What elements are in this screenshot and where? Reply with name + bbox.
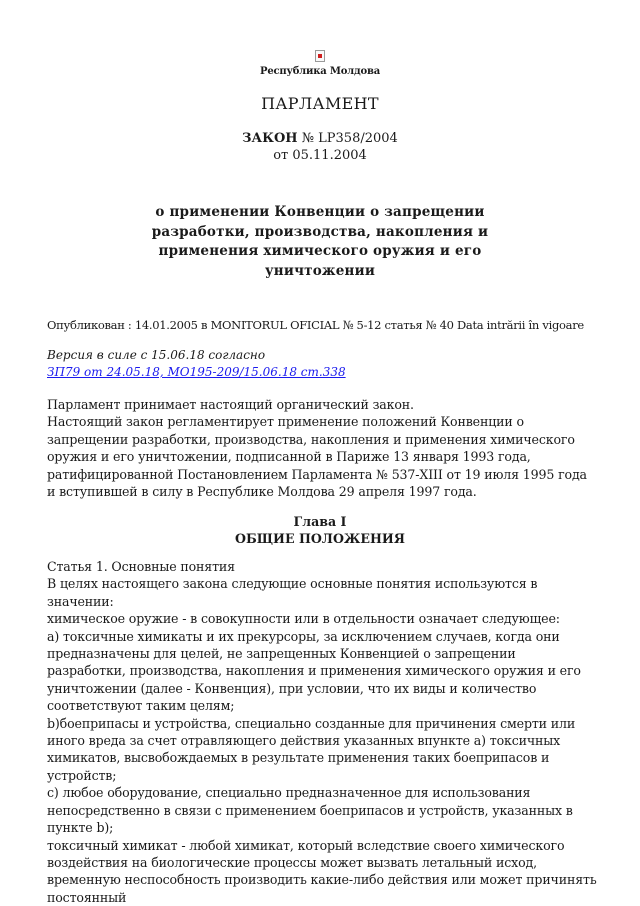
- article-paragraph: c) любое оборудование, специально предназначенное для использования непосредственно в связи с применением боеприпасов и устройств, указанных в пункте b);: [47, 784, 597, 836]
- article-paragraph: b)боеприпасы и устройства, специально созданные для причинения смерти или иного вреда за счет отравляющего действия указанных впункте a) токсичных химикатов, высвобождаемых в результате применения таких боеприпасов и устройств;: [47, 715, 597, 785]
- preamble-paragraph: Парламент принимает настоящий органический закон.: [47, 396, 597, 413]
- broken-image-icon: [315, 50, 325, 62]
- emblem-container: [0, 47, 640, 66]
- chapter-number: Глава I: [0, 513, 640, 530]
- law-number: [0, 131, 640, 146]
- chapter-heading: [0, 513, 640, 548]
- law-label: ЗАКОН: [242, 131, 297, 146]
- law-number-value: № LP358/2004: [302, 131, 398, 146]
- article-paragraph: В целях настоящего закона следующие основные понятия используются в значении:: [47, 575, 597, 610]
- law-title-line: разработки, производства, накопления и: [140, 223, 500, 243]
- law-date: от 05.11.2004: [0, 148, 640, 163]
- amendment-link[interactable]: ЗП79 от 24.05.18, MO195-209/15.06.18 ст.338: [47, 365, 346, 379]
- chapter-title: ОБЩИЕ ПОЛОЖЕНИЯ: [0, 530, 640, 547]
- parliament-heading: ПАРЛАМЕНТ: [0, 94, 640, 113]
- article-paragraph: химическое оружие - в совокупности или в отдельности означает следующее:: [47, 610, 597, 627]
- preamble: [47, 396, 597, 500]
- version-info: [47, 347, 346, 381]
- article-paragraph: a) токсичные химикаты и их прекурсоры, за исключением случаев, когда они предназначены для целей, не запрещенных Конвенцией о запрещении разработки, производства, накопления и применения химического оружия и его уничтожении (далее - Конвенция), при условии, что их виды и количество соответствуют таким целям;: [47, 628, 597, 715]
- law-title-line: применения химического оружия и его: [140, 242, 500, 262]
- article-heading: Статья 1. Основные понятия: [47, 558, 597, 575]
- article-1: [47, 558, 597, 906]
- law-title-line: уничтожении: [140, 262, 500, 282]
- version-text: Версия в силе с 15.06.18 согласно: [47, 347, 346, 364]
- preamble-paragraph: Настоящий закон регламентирует применение положений Конвенции о запрещении разработки, производства, накопления и применения химического оружия и его уничтожении, подписанной в Париже 13 января 1993 года, ратифицированной Постановлением Парламента № 537-XIII от 19 июля 1995 года и вступившей в силу в Республике Молдова 29 апреля 1997 года.: [47, 413, 597, 500]
- article-paragraph: токсичный химикат - любой химикат, который вследствие своего химического воздействия на биологические процессы может вызвать летальный исход, временную неспособность производить какие-либо действия или может причинять постоянный: [47, 837, 597, 906]
- republic-name: Республика Молдова: [0, 66, 640, 77]
- publication-info: Опубликован : 14.01.2005 в MONITORUL OFICIAL № 5-12 статья № 40 Data intrării în vigoare: [47, 318, 584, 332]
- law-title: [140, 203, 500, 281]
- law-title-line: о применении Конвенции о запрещении: [140, 203, 500, 223]
